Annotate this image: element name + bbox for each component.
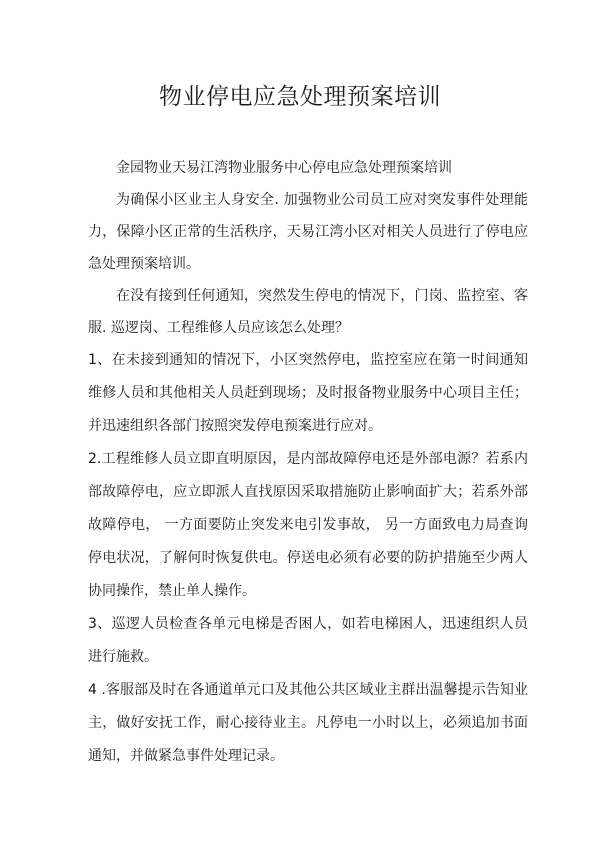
question-paragraph: 在没有接到任何通知，突然发生停电的情况下，门岗、监控室、客服. 巡逻岗、工程维修人员应该怎么处理？ — [88, 288, 528, 336]
list-item: 4 .客服部及时在各通道单元口及其他公共区域业主群出温馨提示告知业主，做好安抚工作，耐心接待业主。凡停电一小时以上，必须追加书面通知，并做紧急事件处理记录。 — [88, 682, 528, 764]
list-item: 3、巡逻人员检查各单元电梯是否困人，如若电梯困人，迅速组织人员进行施救。 — [88, 616, 528, 665]
document-title: 物业停电应急处理预案培训 — [159, 84, 441, 110]
document-body — [88, 152, 528, 773]
list-item: 1、在未接到通知的情况下，小区突然停电，监控室应在第一时间通知维修人员和其他相关人员赶到现场；及时报备物业服务中心项目主任；并迅速组织各部门按照突发停电预案进行应对。 — [88, 352, 528, 434]
subtitle-paragraph: 金园物业天易江湾物业服务中心停电应急处理预案培训 — [116, 160, 452, 176]
list-item: 2.工程维修人员立即直明原因，是内部故障停电还是外部电源？若系内部故障停电，应立即派人直找原因采取措施防止影响面扩大；若系外部故障停电， 一方面要防止突发来电引发事故， 另一方面致电力局查询停电状况，了解何时恢复供电。停送电必须有必要的防护措施至少两人协同操作，禁止单人操作。 — [88, 451, 528, 599]
intro-paragraph: 为确保小区业主人身安全. 加强物业公司员工应对突发事件处理能力，保障小区正常的生活秩序，天易江湾小区对相关人员进行了停电应急处理预案培训。 — [88, 192, 528, 272]
